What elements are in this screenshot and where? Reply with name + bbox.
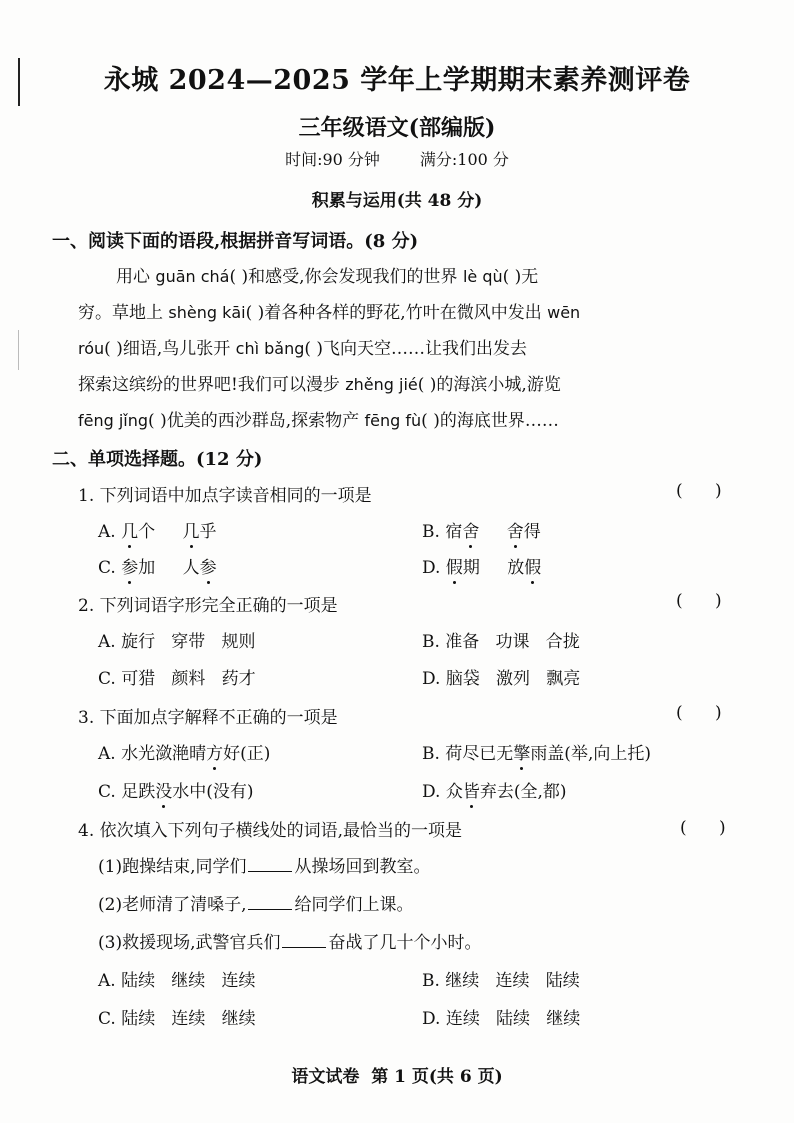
dotted-char: 没: [155, 782, 173, 802]
option-label: B.: [422, 522, 440, 542]
char: 宿: [445, 522, 463, 542]
q2-option-b[interactable]: B. 准备 功课 合拢: [422, 632, 580, 652]
q2-option-c[interactable]: C. 可猎 颜料 药才: [98, 669, 256, 689]
q1-option-d[interactable]: [422, 553, 563, 578]
q3-option-b[interactable]: [422, 739, 651, 764]
q4-option-c[interactable]: C. 陆续 连续 继续: [98, 1009, 256, 1029]
text[interactable]: ( )优美的西沙群岛,探索物产: [148, 411, 365, 431]
q4-sentence-3: [98, 928, 481, 953]
text: 弃去(全,都): [479, 782, 567, 802]
option-word: [121, 558, 155, 578]
passage-line-5: [78, 406, 740, 431]
option-word: [183, 558, 217, 578]
pinyin: zhěng jié: [345, 375, 418, 394]
part-title: 积累与运用(共 48 分): [311, 191, 483, 211]
dotted-char: 皆: [462, 782, 480, 802]
option-word: [183, 522, 217, 542]
option-word: [507, 558, 541, 578]
q1-answer-paren[interactable]: ( ): [676, 481, 722, 501]
option-label: A.: [98, 522, 116, 542]
text: 穷。草地上: [78, 303, 169, 323]
text: 雨盖(举,向上托): [530, 744, 651, 764]
option-word: [446, 558, 480, 578]
q2-stem: 2. 下列词语字形完全正确的一项是: [78, 596, 338, 616]
text[interactable]: ( )无: [502, 267, 539, 287]
option-label: D.: [422, 558, 441, 578]
q4-sentence-1: [98, 852, 430, 877]
page-footer: 语文试卷 第 1 页(共 6 页): [291, 1067, 503, 1087]
text: 水中(没有): [172, 782, 254, 802]
pinyin: róu: [78, 339, 105, 358]
dotted-char: 假: [524, 558, 542, 578]
text: 用心: [116, 267, 156, 287]
text[interactable]: ( )和感受,你会发现我们的世界: [229, 267, 463, 287]
char: 放: [507, 558, 525, 578]
dotted-char: 方: [206, 744, 224, 764]
option-word: [445, 522, 479, 542]
q1-option-a[interactable]: [98, 517, 239, 542]
option-label: C.: [98, 558, 116, 578]
char: 乎: [199, 522, 217, 542]
q4-option-a[interactable]: A. 陆续 继续 连续: [98, 971, 256, 991]
q1-option-c[interactable]: [98, 553, 239, 578]
q2-option-d[interactable]: D. 脑袋 激列 飘亮: [422, 669, 581, 689]
section1-heading: 一、阅读下面的语段,根据拼音写词语。(8 分): [52, 231, 419, 252]
text: 好(正): [223, 744, 271, 764]
dotted-char: 参: [121, 558, 139, 578]
q4-answer-paren[interactable]: ( ): [680, 818, 726, 838]
pinyin: fēng jǐng: [78, 411, 149, 430]
pinyin: shèng kāi: [168, 303, 246, 322]
q2-answer-paren[interactable]: ( ): [676, 591, 722, 611]
text: (1)跑操结束,同学们: [98, 857, 247, 877]
exam-score: 满分:100 分: [419, 150, 509, 169]
dotted-char: 参: [199, 558, 217, 578]
text: (2)老师清了清嗓子,: [98, 895, 247, 915]
binding-line-faint: [18, 330, 19, 370]
q2-option-a[interactable]: A. 旋行 穿带 规则: [98, 632, 256, 652]
section2-heading: 二、单项选择题。(12 分): [52, 449, 263, 470]
dotted-char: 擎: [513, 744, 531, 764]
char: 期: [462, 558, 480, 578]
text: (3)救援现场,武警官兵们: [98, 933, 281, 953]
text: C. 足跌: [98, 782, 156, 802]
exam-subtitle: 三年级语文(部编版): [298, 115, 496, 141]
q3-option-a[interactable]: [98, 739, 270, 764]
text[interactable]: ( )的海滨小城,游览: [417, 375, 561, 395]
pinyin: fēng fù: [364, 411, 422, 430]
char: 个: [138, 522, 156, 542]
q4-stem: 4. 依次填入下列句子横线处的词语,最恰当的一项是: [78, 821, 463, 841]
q4-sentence-2: [98, 890, 413, 915]
dotted-char: 舍: [462, 522, 480, 542]
text: 探索这缤纷的世界吧!我们可以漫步: [78, 375, 346, 395]
pinyin: guān chá: [155, 267, 230, 286]
text: A. 水光潋滟晴: [98, 744, 207, 764]
text[interactable]: ( )飞向天空……让我们出发去: [304, 339, 528, 359]
char: 加: [138, 558, 156, 578]
q1-stem: 1. 下列词语中加点字读音相同的一项是: [78, 486, 372, 506]
option-word: [507, 522, 541, 542]
pinyin: wēn: [547, 303, 581, 322]
text: 给同学们上课。: [294, 895, 414, 915]
char: 得: [523, 522, 541, 542]
dotted-char: 舍: [506, 522, 524, 542]
dotted-char: 几: [121, 522, 139, 542]
q3-stem: 3. 下面加点字解释不正确的一项是: [78, 708, 338, 728]
q3-answer-paren[interactable]: ( ): [676, 703, 722, 723]
q3-option-c[interactable]: [98, 777, 253, 802]
passage-line-2: [78, 298, 740, 323]
text: 从操场回到教室。: [294, 857, 431, 877]
text: 奋战了几十个小时。: [328, 933, 482, 953]
text[interactable]: ( )着各种各样的野花,竹叶在微风中发出: [245, 303, 548, 323]
char: 人: [182, 558, 200, 578]
exam-time: 时间:90 分钟: [285, 150, 380, 169]
option-word: [121, 522, 155, 542]
q4-option-b[interactable]: B. 继续 连续 陆续: [422, 971, 580, 991]
fill-blank[interactable]: [248, 895, 292, 910]
dotted-char: 假: [445, 558, 463, 578]
text: B. 荷尽已无: [422, 744, 514, 764]
text[interactable]: ( )细语,鸟儿张开: [104, 339, 236, 359]
exam-title: 永城 2024—2025 学年上学期期末素养测评卷: [103, 65, 691, 96]
q4-option-d[interactable]: D. 连续 陆续 继续: [422, 1009, 581, 1029]
text: D. 众: [422, 782, 463, 802]
passage-line-3: [78, 334, 740, 359]
dotted-char: 几: [182, 522, 200, 542]
text[interactable]: ( )的海底世界……: [421, 411, 559, 431]
fill-blank[interactable]: [282, 933, 326, 948]
pinyin: chì bǎng: [235, 339, 305, 358]
q1-option-b[interactable]: [422, 517, 563, 542]
exam-info: [0, 147, 794, 170]
q3-option-d[interactable]: [422, 777, 567, 802]
pinyin: lè qù: [462, 267, 503, 286]
passage-line-4: [78, 370, 740, 395]
fill-blank[interactable]: [248, 857, 292, 872]
passage-line-1: [116, 262, 778, 287]
